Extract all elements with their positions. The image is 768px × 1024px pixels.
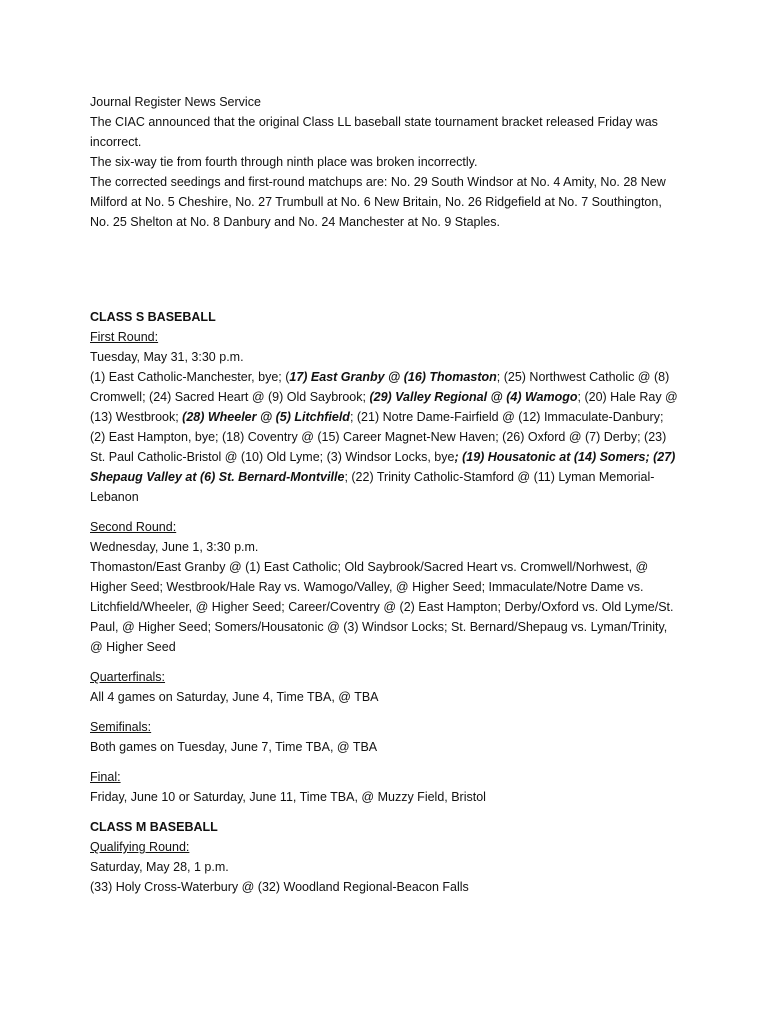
qualifying-round-date: Saturday, May 28, 1 p.m. [90, 860, 229, 874]
intro-paragraph-1: The CIAC announced that the original Class LL baseball state tournament bracket released Friday was incorrect. [90, 115, 658, 149]
highlighted-matchup: (29) Valley Regional @ (4) Wamogo [369, 390, 578, 404]
first-round-heading: First Round: [90, 330, 159, 344]
news-source: Journal Register News Service [90, 95, 261, 109]
intro-paragraph-3: The corrected seedings and first-round matchups are: No. 29 South Windsor at No. 4 Amity, No. 28 New Milford at No. 5 Cheshire, No. 27 Trumbull at No. 6 New Britain, No. 26 Ridgefield at No. 7 Southington, No. 25 Shelton at No. 8 Danbury and No. 24 Manchester at No. 9 Staples. [90, 175, 666, 229]
qualifying-round-matchup: (33) Holy Cross-Waterbury @ (32) Woodland Regional-Beacon Falls [90, 880, 469, 894]
second-round-matchups: Thomaston/East Granby @ (1) East Catholic; Old Saybrook/Sacred Heart vs. Cromwell/Norhwest, @ Higher Seed; Westbrook/Hale Ray vs. Wamogo/Valley, @ Higher Seed; Immaculate/Notre Dame vs. Litchfield/Wheeler, @ Higher Seed; Career/Coventry @ (2) East Hampton; Derby/Oxford vs. Old Lyme/St. Paul, @ Higher Seed; Somers/Housatonic @ (3) Windsor Locks; St. Bernard/Shepaug vs. Lyman/Trinity, @ Higher Seed [90, 560, 674, 654]
first-round-date: Tuesday, May 31, 3:30 p.m. [90, 350, 244, 364]
matchup-text: ; (22) Trinity Catholic-Stamford @ (11) Lyman Memorial-Lebanon [90, 470, 655, 504]
class-s-title: CLASS S BASEBALL [90, 310, 216, 324]
document-body [90, 92, 680, 907]
matchup-text: ; (25) Northwest Catholic @ (8) Cromwell; (24) Sacred Heart @ (9) Old Saybrook; [90, 370, 670, 404]
class-s-second-round [90, 517, 680, 657]
class-s-final [90, 767, 680, 807]
qualifying-round-heading: Qualifying Round: [90, 840, 190, 854]
matchup-text: ; (21) Notre Dame-Fairfield @ (12) Immaculate-Danbury; (2) East Hampton, bye; (18) Coventry @ (15) Career Magnet-New Haven; (26) Oxford @ (7) Derby; (23) St. Paul Catholic-Bristol @ (10) Old Lyme; (3) Windsor Locks, bye [90, 410, 667, 464]
semifinals-details: Both games on Tuesday, June 7, Time TBA, @ TBA [90, 740, 378, 754]
second-round-date: Wednesday, June 1, 3:30 p.m. [90, 540, 259, 554]
class-m-qualifying-round [90, 837, 680, 897]
semifinals-heading: Semifinals: [90, 720, 152, 734]
second-round-heading: Second Round: [90, 520, 177, 534]
final-heading: Final: [90, 770, 121, 784]
final-details: Friday, June 10 or Saturday, June 11, Time TBA, @ Muzzy Field, Bristol [90, 790, 486, 804]
class-s-quarterfinals [90, 667, 680, 707]
quarterfinals-heading: Quarterfinals: [90, 670, 166, 684]
highlighted-matchup: (28) Wheeler @ (5) Litchfield [182, 410, 350, 424]
first-round-matchups [90, 367, 680, 507]
class-s-semifinals [90, 717, 680, 757]
quarterfinals-details: All 4 games on Saturday, June 4, Time TBA, @ TBA [90, 690, 379, 704]
matchup-text: ; (20) Hale Ray @ (13) Westbrook; [90, 390, 678, 424]
intro-paragraph-2: The six-way tie from fourth through ninth place was broken incorrectly. [90, 155, 478, 169]
spacer [90, 232, 680, 307]
highlighted-matchup: 17) East Granby @ (16) Thomaston [289, 370, 497, 384]
class-m-title: CLASS M BASEBALL [90, 820, 218, 834]
matchup-text: (1) East Catholic-Manchester, bye; ( [90, 370, 290, 384]
class-s-first-round [90, 327, 680, 507]
highlighted-matchup: ; (19) Housatonic at (14) Somers; (27) Shepaug Valley at (6) St. Bernard-Montville [90, 450, 676, 484]
